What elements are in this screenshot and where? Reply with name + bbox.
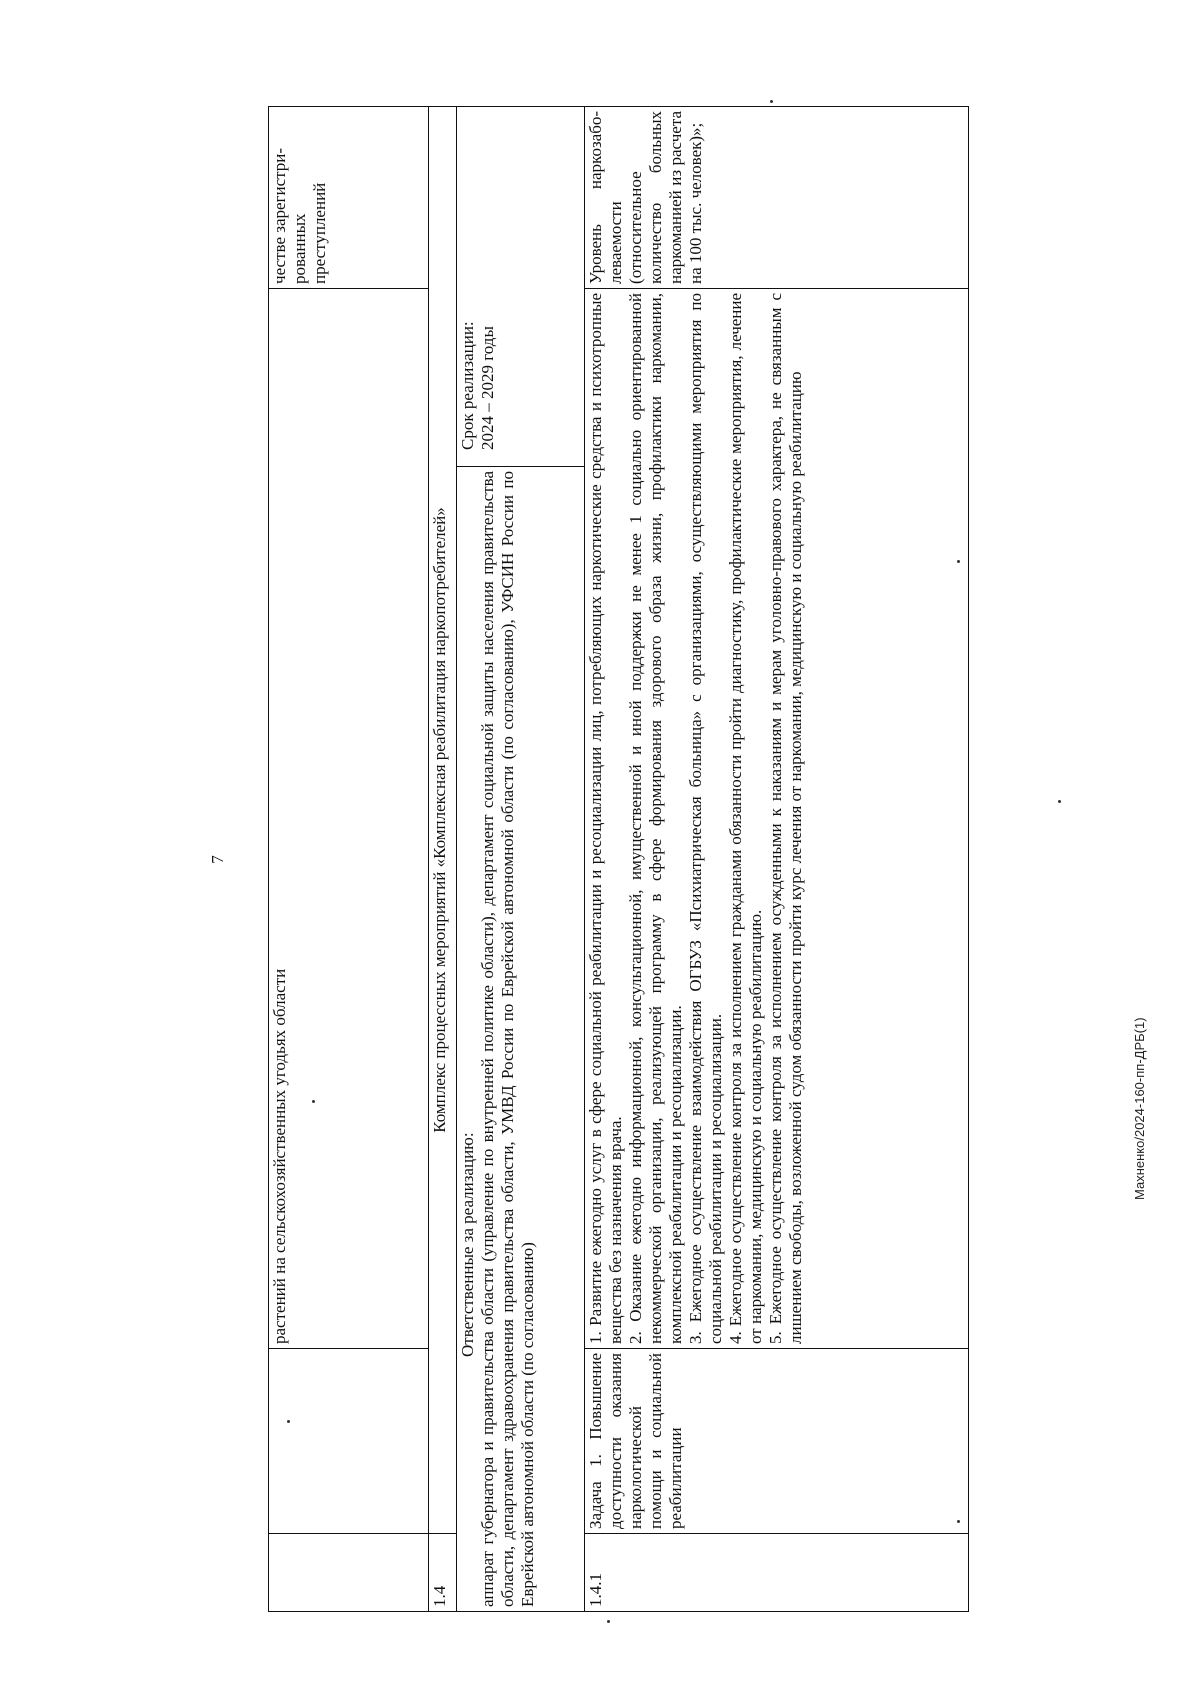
cell-task-empty bbox=[269, 1349, 429, 1534]
program-table bbox=[268, 106, 969, 1612]
rotated-page bbox=[190, 107, 897, 1612]
activity-item: 1. Развитие ежегодно услуг в сфере социальной реабилитации и ресоциализации лиц, потребляющих наркотические средства и психотропные вещества без назначения врача. bbox=[586, 292, 626, 1344]
table-row-continuation bbox=[269, 106, 429, 1611]
document-footer-code: Махненко/2024-160-пп-ДРБ(1) bbox=[1132, 1017, 1147, 1200]
cell-task-text: Задача 1. Повышение доступности оказания наркологической помощи и социальной реабилитации bbox=[585, 1349, 969, 1534]
cell-task-number: 1.4.1 bbox=[585, 1534, 969, 1612]
activity-item: 4. Ежегодное осуществление контроля за исполнением гражданами обязанности пройти диагностику, профилактические мероприятия, лечение от наркомании, медицинскую и социальную реабилитацию. bbox=[726, 292, 766, 1344]
activity-item: 2. Оказание ежегодно информационной, консультационной, имущественной и иной поддержки не менее 1 социально ориентированной некоммерческой организации, реализующей программу в сфере формирования здорового образа жизни, профилактики наркомании, комплексной реабилитации и ресоциализации. bbox=[626, 292, 686, 1344]
term-value: 2024 – 2029 годы bbox=[478, 326, 498, 450]
activity-item: 5. Ежегодное осуществление контроля за исполнением осужденными к наказаниям и мерам уголовно-правового характера, не связанным с лишением свободы, возложенной судом обязанности пройти курс лечения от наркомании, медицинскую и социальную реабилитацию bbox=[766, 292, 806, 1344]
cell-term bbox=[457, 106, 585, 466]
scan-speck bbox=[1058, 800, 1061, 803]
cell-complex-number: 1.4 bbox=[429, 1534, 457, 1612]
page-number: 7 bbox=[208, 855, 227, 864]
scan-speck bbox=[957, 560, 960, 563]
cell-activities bbox=[585, 288, 969, 1348]
scan-speck bbox=[607, 1620, 610, 1623]
scan-speck bbox=[287, 1420, 290, 1423]
cell-indicator: Уровень наркозабо-леваемости (относительное количество больных наркоманией из расчета на 100 тыс. человек)»; bbox=[585, 106, 969, 288]
cell-activity-fragment: растений на сельскохозяйственных угодьях области bbox=[269, 288, 429, 1348]
activity-item: 3. Ежегодное осуществление взаимодействия ОГБУЗ «Психиатрическая больница» с организациями, осуществляющими мероприятия по социальной реабилитации и ресоциализации. bbox=[686, 292, 726, 1344]
responsible-text: аппарат губернатора и правительства области (управление по внутренней политике области), департамент социальной защиты населения правительства области, департамент здравоохранения правительства области, УМВД России по Еврейской автономной области (по согласованию), УФСИН России по Еврейской автономной области (по согласованию) bbox=[478, 471, 538, 1607]
table-row-responsible bbox=[457, 106, 585, 1611]
term-label: Срок реализации: bbox=[458, 321, 477, 450]
cell-complex-title: Комплекс процессных мероприятий «Комплексная реабилитация наркопотребителей» bbox=[429, 106, 457, 1533]
cell-indicator-fragment: честве зарегистри-рованных преступлений bbox=[269, 106, 429, 288]
table-row-complex-heading bbox=[429, 106, 457, 1611]
responsible-label: Ответственные за реализацию: bbox=[458, 1132, 477, 1357]
scan-speck bbox=[770, 100, 773, 103]
cell-number-empty bbox=[269, 1534, 429, 1612]
scan-speck bbox=[957, 1520, 960, 1523]
cell-responsible bbox=[457, 467, 585, 1612]
table-row-task bbox=[585, 106, 969, 1611]
scan-speck bbox=[312, 1100, 315, 1103]
